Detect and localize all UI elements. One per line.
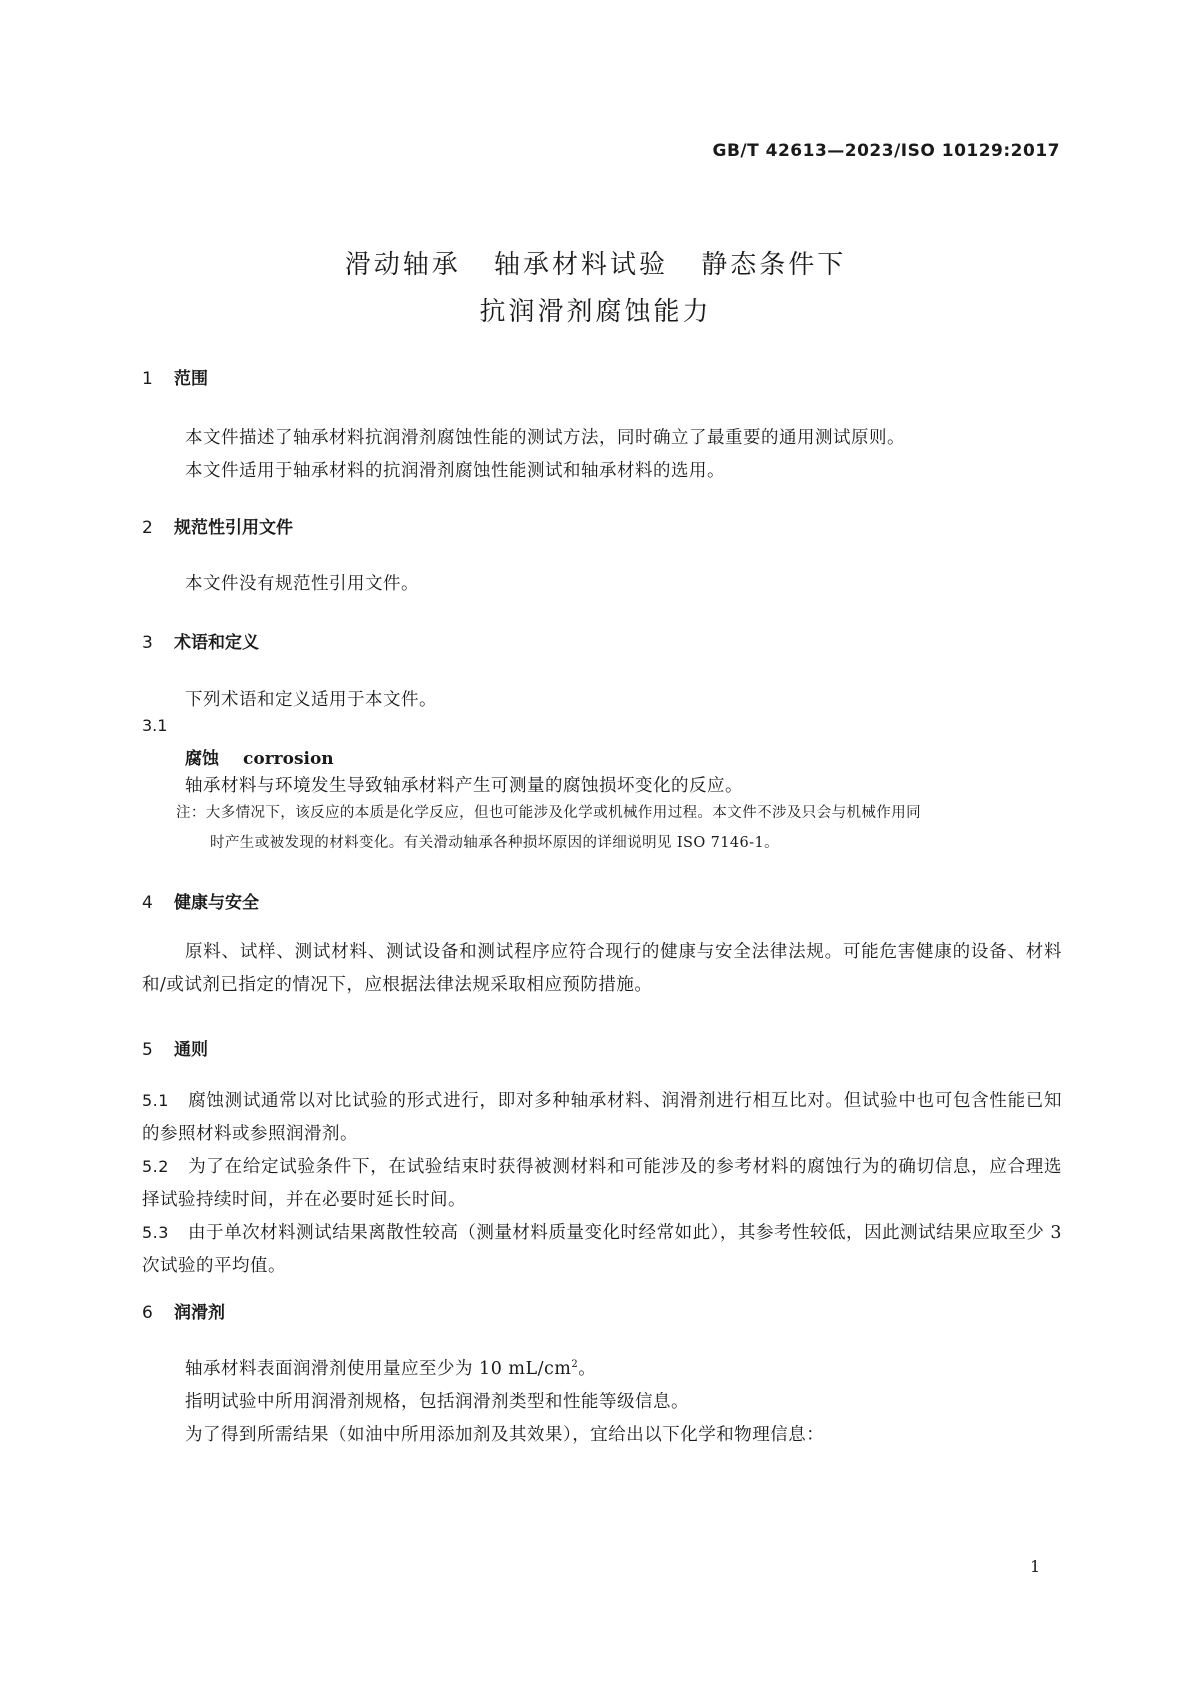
section-number: 4 — [142, 893, 153, 913]
superscript: 2 — [571, 1359, 579, 1371]
term-note-line-2: 时产生或被发现的材料变化。有关滑动轴承各种损坏原因的详细说明见 ISO 7146-1。 — [210, 835, 779, 851]
document-title-line-2: 抗润滑剂腐蚀能力 — [479, 297, 712, 327]
term-number: 3.1 — [142, 716, 168, 735]
term-note — [176, 798, 1062, 858]
clause-5-1 — [142, 1084, 1062, 1151]
section-number: 3 — [142, 633, 153, 653]
section-number: 2 — [142, 518, 153, 538]
section-1-paragraph-2: 本文件适用于轴承材料的抗润滑剂腐蚀性能测试和轴承材料的选用。 — [185, 461, 725, 481]
lubricant-amount-text: 轴承材料表面润滑剂使用量应至少为 10 mL/cm — [185, 1359, 572, 1379]
section-6-line-3: 为了得到所需结果（如油中所用添加剂及其效果），宜给出以下化学和物理信息： — [185, 1425, 825, 1445]
section-4-paragraph: 原料、试样、测试材料、测试设备和测试程序应符合现行的健康与安全法律法规。可能危害健康的设备、材料和/或试剂已指定的情况下，应根据法律法规采取相应预防措施。 — [142, 942, 1062, 995]
clause-text: 为了在给定试验条件下，在试验结束时获得被测材料和可能涉及的参考材料的腐蚀行为的确切信息，应合理选择试验持续时间，并在必要时延长时间。 — [142, 1157, 1062, 1210]
section-1-heading — [142, 364, 208, 389]
term-heading — [185, 744, 334, 769]
section-6-line-1 — [185, 1355, 596, 1380]
section-number: 1 — [142, 369, 153, 389]
section-5-heading — [142, 1035, 208, 1060]
term-note-line-1: 注：大多情况下，该反应的本质是化学反应，但也可能涉及化学或机械作用过程。本文件不涉及只会与机械作用同 — [176, 805, 921, 821]
clause-number: 5.1 — [142, 1091, 169, 1110]
clause-number: 5.2 — [142, 1157, 169, 1176]
clause-text: 由于单次材料测试结果离散性较高（测量材料质量变化时经常如此），其参考性较低，因此测试结果应取至少 3 次试验的平均值。 — [142, 1223, 1062, 1276]
clause-5-3 — [142, 1216, 1062, 1283]
section-title: 术语和定义 — [174, 633, 259, 653]
section-6-line-2: 指明试验中所用润滑剂规格，包括润滑剂类型和性能等级信息。 — [185, 1392, 689, 1412]
section-2-heading — [142, 513, 293, 538]
term-definition: 轴承材料与环境发生导致轴承材料产生可测量的腐蚀损坏变化的反应。 — [185, 776, 743, 796]
section-6-heading — [142, 1298, 225, 1323]
clause-text: 腐蚀测试通常以对比试验的形式进行，即对多种轴承材料、润滑剂进行相互比对。但试验中也可包含性能已知的参照材料或参照润滑剂。 — [142, 1091, 1062, 1144]
section-title: 范围 — [174, 369, 208, 389]
page-number: 1 — [1030, 1557, 1041, 1576]
section-2-paragraph: 本文件没有规范性引用文件。 — [185, 574, 419, 594]
term-name-zh: 腐蚀 — [185, 749, 219, 769]
section-title: 通则 — [174, 1040, 208, 1060]
section-number: 5 — [142, 1040, 153, 1060]
term-name-en: corrosion — [243, 749, 334, 769]
section-title: 健康与安全 — [174, 893, 259, 913]
clause-5-2 — [142, 1150, 1062, 1217]
section-title: 润滑剂 — [174, 1303, 225, 1323]
section-3-intro: 下列术语和定义适用于本文件。 — [185, 690, 437, 710]
standard-number: GB/T 42613—2023/ISO 10129:2017 — [712, 141, 1060, 161]
section-title: 规范性引用文件 — [174, 518, 293, 538]
section-3-heading — [142, 628, 259, 653]
section-1-paragraph-1: 本文件描述了轴承材料抗润滑剂腐蚀性能的测试方法，同时确立了最重要的通用测试原则。 — [185, 428, 905, 448]
punctuation: 。 — [578, 1359, 597, 1379]
clause-number: 5.3 — [142, 1223, 169, 1242]
section-number: 6 — [142, 1303, 153, 1323]
section-4-heading — [142, 888, 259, 913]
document-title-line-1: 滑动轴承 轴承材料试验 静态条件下 — [344, 250, 847, 280]
